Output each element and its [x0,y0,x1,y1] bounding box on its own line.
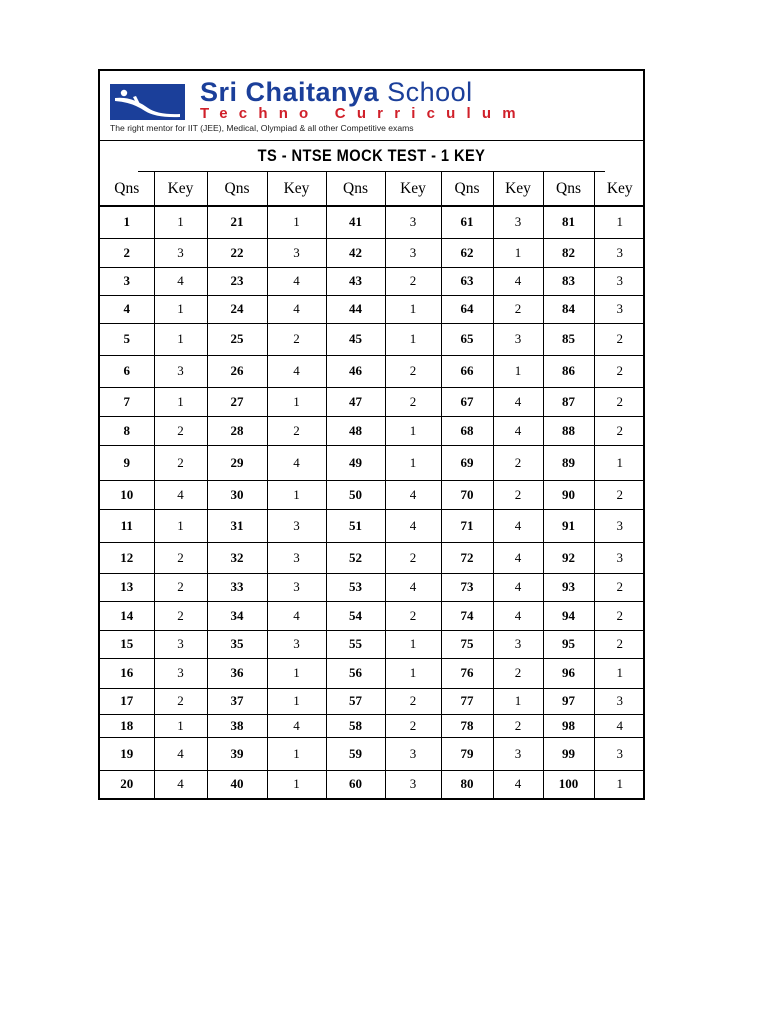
question-number-cell: 94 [543,601,594,630]
answer-key-cell: 1 [154,387,207,416]
question-number-cell: 73 [441,573,493,601]
answer-key-cell: 1 [594,658,645,688]
answer-key-cell: 2 [594,573,645,601]
answer-key-cell: 1 [385,416,441,445]
question-number-cell: 65 [441,323,493,355]
answer-key-cell: 3 [385,737,441,770]
column-header-qns: Qns [114,179,140,197]
answer-key-cell: 3 [154,630,207,658]
answer-key-cell: 4 [493,387,543,416]
table-row [100,658,645,688]
question-number-cell: 11 [100,509,154,542]
question-number-cell: 48 [326,416,385,445]
question-number-cell: 58 [326,714,385,737]
answer-key-cell: 3 [493,206,543,238]
question-number-cell: 12 [100,542,154,573]
answer-key-cell: 2 [594,630,645,658]
question-number-cell: 70 [441,480,493,509]
school-header [100,71,643,141]
question-number-cell: 51 [326,509,385,542]
question-number-cell: 83 [543,267,594,295]
answer-key-cell: 4 [493,509,543,542]
question-number-cell: 47 [326,387,385,416]
answer-key-cell: 1 [267,387,326,416]
answer-key-cell: 3 [154,238,207,267]
table-row [100,295,645,323]
answer-key-cell: 3 [594,542,645,573]
table-row [100,238,645,267]
page-title: TS - NTSE MOCK TEST - 1 KEY [138,141,605,172]
answer-key-cell: 1 [385,630,441,658]
answer-key-cell: 4 [493,770,543,798]
question-number-cell: 29 [207,445,267,480]
column-header-qns: Qns [543,172,594,206]
answer-key-cell: 2 [385,688,441,714]
answer-key-cell: 4 [594,714,645,737]
answer-key-cell: 2 [385,542,441,573]
answer-key-cell: 2 [493,658,543,688]
question-number-cell: 28 [207,416,267,445]
question-number-cell: 15 [100,630,154,658]
answer-key-cell: 3 [385,206,441,238]
table-row [100,480,645,509]
table-row [100,206,645,238]
answer-key-cell: 1 [267,480,326,509]
answer-key-cell: 3 [267,542,326,573]
answer-key-cell: 4 [154,737,207,770]
question-number-cell: 22 [207,238,267,267]
question-number-cell: 37 [207,688,267,714]
question-number-cell: 34 [207,601,267,630]
answer-key-cell: 4 [493,601,543,630]
question-number-cell: 60 [326,770,385,798]
table-row [100,542,645,573]
answer-key-cell: 2 [154,688,207,714]
question-number-cell: 86 [543,355,594,387]
table-row [100,770,645,798]
question-number-cell: 10 [100,480,154,509]
answer-key-cell: 1 [267,206,326,238]
question-number-cell: 3 [100,267,154,295]
question-number-cell: 93 [543,573,594,601]
answer-key-cell: 3 [493,630,543,658]
column-header-key: Key [267,172,326,206]
question-number-cell: 59 [326,737,385,770]
question-number-cell: 89 [543,445,594,480]
question-number-cell: 24 [207,295,267,323]
question-number-cell: 54 [326,601,385,630]
question-number-cell: 46 [326,355,385,387]
question-number-cell: 95 [543,630,594,658]
question-number-cell: 71 [441,509,493,542]
answer-key-cell: 2 [267,416,326,445]
question-number-cell: 50 [326,480,385,509]
answer-key-cell: 2 [493,480,543,509]
question-number-cell: 88 [543,416,594,445]
question-number-cell: 17 [100,688,154,714]
question-number-cell: 53 [326,573,385,601]
question-number-cell: 35 [207,630,267,658]
question-number-cell: 45 [326,323,385,355]
answer-key-cell: 1 [154,714,207,737]
answer-key-cell: 1 [154,323,207,355]
question-number-cell: 6 [100,355,154,387]
question-number-cell: 44 [326,295,385,323]
column-header-qns: Qns [326,172,385,206]
answer-key-cell: 1 [385,295,441,323]
answer-key-cell: 2 [594,480,645,509]
question-number-cell: 87 [543,387,594,416]
answer-key-cell: 2 [493,714,543,737]
answer-key-cell: 3 [594,688,645,714]
curriculum-label: Techno Curriculum [200,105,527,122]
question-number-cell: 62 [441,238,493,267]
answer-key-sheet [98,69,645,800]
question-number-cell: 91 [543,509,594,542]
question-number-cell: 61 [441,206,493,238]
question-number-cell: 1 [100,206,154,238]
question-number-cell: 23 [207,267,267,295]
question-number-cell: 5 [100,323,154,355]
question-number-cell: 78 [441,714,493,737]
answer-key-cell: 3 [493,323,543,355]
column-header-key: Key [385,172,441,206]
question-number-cell: 99 [543,737,594,770]
question-number-cell: 33 [207,573,267,601]
answer-key-cell: 3 [267,509,326,542]
column-header-key: Key [594,172,645,206]
column-header-qns: Qns [441,172,493,206]
question-number-cell: 69 [441,445,493,480]
answer-key-cell: 2 [267,323,326,355]
question-number-cell: 85 [543,323,594,355]
school-logo [110,84,185,120]
answer-key-cell: 1 [493,355,543,387]
answer-key-cell: 4 [154,267,207,295]
question-number-cell: 74 [441,601,493,630]
answer-key-cell: 4 [267,601,326,630]
table-row [100,509,645,542]
question-number-cell: 21 [207,206,267,238]
question-number-cell: 8 [100,416,154,445]
answer-key-cell: 2 [493,295,543,323]
answer-key-cell: 1 [385,323,441,355]
answer-key-cell: 2 [493,445,543,480]
answer-key-cell: 4 [267,355,326,387]
answer-key-cell: 1 [154,295,207,323]
answer-key-cell: 4 [267,295,326,323]
question-number-cell: 56 [326,658,385,688]
question-number-cell: 31 [207,509,267,542]
answer-key-cell: 4 [267,267,326,295]
school-tagline: The right mentor for IIT (JEE), Medical, Olympiad & all other Competitive exams [110,123,414,133]
question-number-cell: 25 [207,323,267,355]
question-number-cell: 72 [441,542,493,573]
answer-key-cell: 3 [154,355,207,387]
answer-key-cell: 3 [594,509,645,542]
question-number-cell: 2 [100,238,154,267]
question-number-cell: 84 [543,295,594,323]
question-number-cell: 30 [207,480,267,509]
answer-key-cell: 3 [594,238,645,267]
answer-key-cell: 4 [154,480,207,509]
table-row [100,688,645,714]
answer-key-cell: 3 [267,573,326,601]
answer-key-cell: 3 [267,238,326,267]
answer-key-cell: 3 [594,737,645,770]
question-number-cell: 36 [207,658,267,688]
answer-key-cell: 2 [385,714,441,737]
answer-key-cell: 3 [493,737,543,770]
answer-key-cell: 2 [594,387,645,416]
column-header-key: Key [493,172,543,206]
question-number-cell: 18 [100,714,154,737]
answer-key-cell: 2 [385,387,441,416]
answer-key-cell: 2 [385,355,441,387]
table-row [100,630,645,658]
question-number-cell: 52 [326,542,385,573]
question-number-cell: 90 [543,480,594,509]
question-number-cell: 92 [543,542,594,573]
table-row [100,323,645,355]
question-number-cell: 43 [326,267,385,295]
question-number-cell: 26 [207,355,267,387]
answer-key-cell: 1 [267,737,326,770]
answer-key-cell: 1 [267,658,326,688]
question-number-cell: 42 [326,238,385,267]
answer-key-cell: 2 [385,601,441,630]
answer-key-cell: 2 [594,323,645,355]
table-row [100,573,645,601]
question-number-cell: 80 [441,770,493,798]
question-number-cell: 66 [441,355,493,387]
question-number-cell: 67 [441,387,493,416]
answer-key-cell: 2 [154,573,207,601]
answer-key-cell: 1 [154,206,207,238]
question-number-cell: 77 [441,688,493,714]
question-number-cell: 9 [100,445,154,480]
question-number-cell: 19 [100,737,154,770]
answer-key-cell: 2 [154,601,207,630]
answer-key-cell: 4 [385,509,441,542]
question-number-cell: 79 [441,737,493,770]
question-number-cell: 64 [441,295,493,323]
answer-key-cell: 2 [154,542,207,573]
question-number-cell: 7 [100,387,154,416]
question-number-cell: 82 [543,238,594,267]
column-header-key: Key [154,172,207,206]
answer-key-cell: 4 [267,445,326,480]
question-number-cell: 16 [100,658,154,688]
question-number-cell: 38 [207,714,267,737]
answer-key-cell: 4 [385,480,441,509]
answer-key-cell: 2 [154,416,207,445]
answer-key-cell: 2 [385,267,441,295]
answer-key-cell: 3 [154,658,207,688]
table-row [100,445,645,480]
answer-key-cell: 4 [385,573,441,601]
question-number-cell: 20 [100,770,154,798]
question-number-cell: 98 [543,714,594,737]
question-number-cell: 100 [543,770,594,798]
question-number-cell: 13 [100,573,154,601]
table-header-row [100,172,645,206]
question-number-cell: 75 [441,630,493,658]
question-number-cell: 55 [326,630,385,658]
answer-key-cell: 1 [594,770,645,798]
question-number-cell: 41 [326,206,385,238]
column-header-qns: Qns [207,172,267,206]
question-number-cell: 57 [326,688,385,714]
question-number-cell: 40 [207,770,267,798]
question-number-cell: 96 [543,658,594,688]
answer-key-cell: 2 [154,445,207,480]
answer-key-cell: 4 [493,573,543,601]
question-number-cell: 97 [543,688,594,714]
answer-key-cell: 1 [385,658,441,688]
answer-key-cell: 3 [385,770,441,798]
question-number-cell: 81 [543,206,594,238]
question-number-cell: 63 [441,267,493,295]
answer-key-cell: 1 [154,509,207,542]
answer-key-cell: 1 [594,445,645,480]
answer-key-cell: 4 [154,770,207,798]
question-number-cell: 27 [207,387,267,416]
answer-key-cell: 4 [267,714,326,737]
question-number-cell: 14 [100,601,154,630]
question-number-cell: 76 [441,658,493,688]
table-row [100,601,645,630]
table-row [100,714,645,737]
question-number-cell: 49 [326,445,385,480]
answer-key-cell: 2 [594,601,645,630]
question-number-cell: 4 [100,295,154,323]
answer-key-cell: 4 [493,542,543,573]
question-number-cell: 68 [441,416,493,445]
answer-key-table [100,172,645,798]
answer-key-cell: 1 [493,688,543,714]
table-row [100,387,645,416]
answer-key-cell: 4 [493,416,543,445]
table-row [100,267,645,295]
answer-key-cell: 3 [385,238,441,267]
answer-key-cell: 2 [594,416,645,445]
answer-key-cell: 1 [267,688,326,714]
answer-key-cell: 1 [267,770,326,798]
table-row [100,737,645,770]
answer-key-cell: 2 [594,355,645,387]
answer-key-cell: 4 [493,267,543,295]
question-number-cell: 32 [207,542,267,573]
answer-key-cell: 3 [594,267,645,295]
table-row [100,355,645,387]
question-number-cell: 39 [207,737,267,770]
answer-key-cell: 1 [493,238,543,267]
answer-key-cell: 3 [267,630,326,658]
answer-key-cell: 3 [594,295,645,323]
answer-key-cell: 1 [385,445,441,480]
answer-key-cell: 1 [594,206,645,238]
table-row [100,416,645,445]
school-name: Sri Chaitanya School [200,77,473,107]
